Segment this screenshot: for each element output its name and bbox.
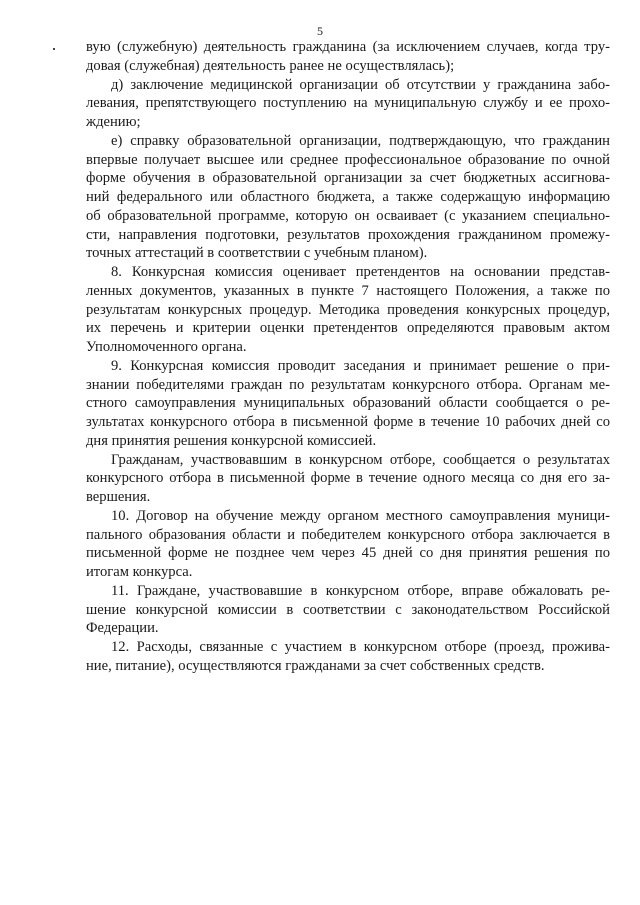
paragraph-item-e [86, 132, 610, 263]
text-line: 12. Расходы, связанные с участием в конкурсном отборе (проезд, прожива- [111, 639, 610, 655]
paragraph-section-8 [86, 263, 610, 357]
text-line: вую (служебную) деятельность гражданина (за исключением случаев, когда тру- [86, 39, 610, 55]
paragraph-section-9 [86, 357, 610, 451]
text-line: впервые получает высшее или среднее профессиональное образование по очной [86, 151, 610, 168]
text-line: точных аттестаций в соответствии с учебным планом). [86, 245, 428, 262]
text-line: левания, препятствующего поступлению на муниципальную службу и ее прохо- [86, 95, 610, 112]
text-line: об образовательной программе, которую он осваивает (с указанием специально- [86, 207, 610, 224]
text-line: довая (служебная) деятельность ранее не осуществлялась); [86, 57, 455, 74]
text-line: ждению; [86, 114, 141, 130]
text-line: 9. Конкурсная комиссия проводит заседания и принимает решение о при- [111, 357, 610, 374]
text-line: итогам конкурса. [86, 564, 193, 580]
text-line: знании победителями граждан по результатам конкурсного отбора. Органам ме- [86, 376, 610, 393]
text-line: Гражданам, участвовавшим в конкурсном отборе, сообщается о результатах [111, 451, 610, 468]
paragraph-section-9-citizens [86, 451, 610, 507]
text-line: 8. Конкурсная комиссия оценивает претендентов на основании представ- [111, 264, 610, 280]
text-line: зультатах конкурсного отбора в письменной форме в течение 10 рабочих дней со [86, 414, 610, 430]
text-line: сти, направления подготовки, результатов прохождения гражданином промежу- [86, 226, 610, 243]
paragraph-section-11 [86, 582, 610, 638]
text-line: ленных документов, указанных в пункте 7 настоящего Положения, а также по [86, 282, 610, 299]
text-line: письменной форме не позднее чем через 45 дней со дня принятия решения по [86, 545, 610, 562]
text-line: Федерации. [86, 620, 159, 637]
text-line: пального образования области и победителем конкурсного отбора заключается в [86, 526, 610, 543]
paragraph-item-d [86, 76, 610, 132]
text-line: Уполномоченного органа. [86, 339, 247, 355]
text-line: стного самоуправления муниципальных образований области сообщается о ре- [86, 395, 610, 412]
text-line: д) заключение медицинской организации об отсутствии у гражданина забо- [111, 76, 610, 93]
paragraph-continuation [86, 38, 610, 76]
text-line: 10. Договор на обучение между органом местного самоуправления муници- [111, 507, 610, 524]
text-line: форме обучения в образовательной организации за счет бюджетных ассигнова- [86, 170, 610, 187]
scan-margin-mark [53, 48, 55, 50]
text-line: конкурсного отбора в письменной форме в течение одного месяца со дня его за- [86, 470, 610, 487]
text-line: дня принятия решения конкурсной комиссией. [86, 432, 377, 449]
text-line: вершения. [86, 489, 151, 505]
paragraph-section-10 [86, 507, 610, 582]
text-line: ний федерального или областного бюджета, а также содержащую информацию [86, 189, 610, 205]
text-line: е) справку образовательной организации, подтверждающую, что гражданин [111, 132, 610, 149]
text-line: ние, питание), осуществляются гражданами за счет собственных средств. [86, 657, 545, 674]
text-line: шение конкурсной комиссии в соответствии с законодательством Российской [86, 601, 610, 618]
text-line: 11. Граждане, участвовавшие в конкурсном отборе, вправе обжаловать ре- [111, 582, 610, 599]
text-line: их перечень и критерии оценки претендентов определяются правовым актом [86, 320, 610, 337]
paragraph-section-12 [86, 638, 610, 676]
text-line: результатам конкурсных процедур. Методика проведения конкурсных процедур, [86, 301, 610, 318]
page-number: 5 [317, 24, 323, 38]
body-text [86, 38, 610, 676]
